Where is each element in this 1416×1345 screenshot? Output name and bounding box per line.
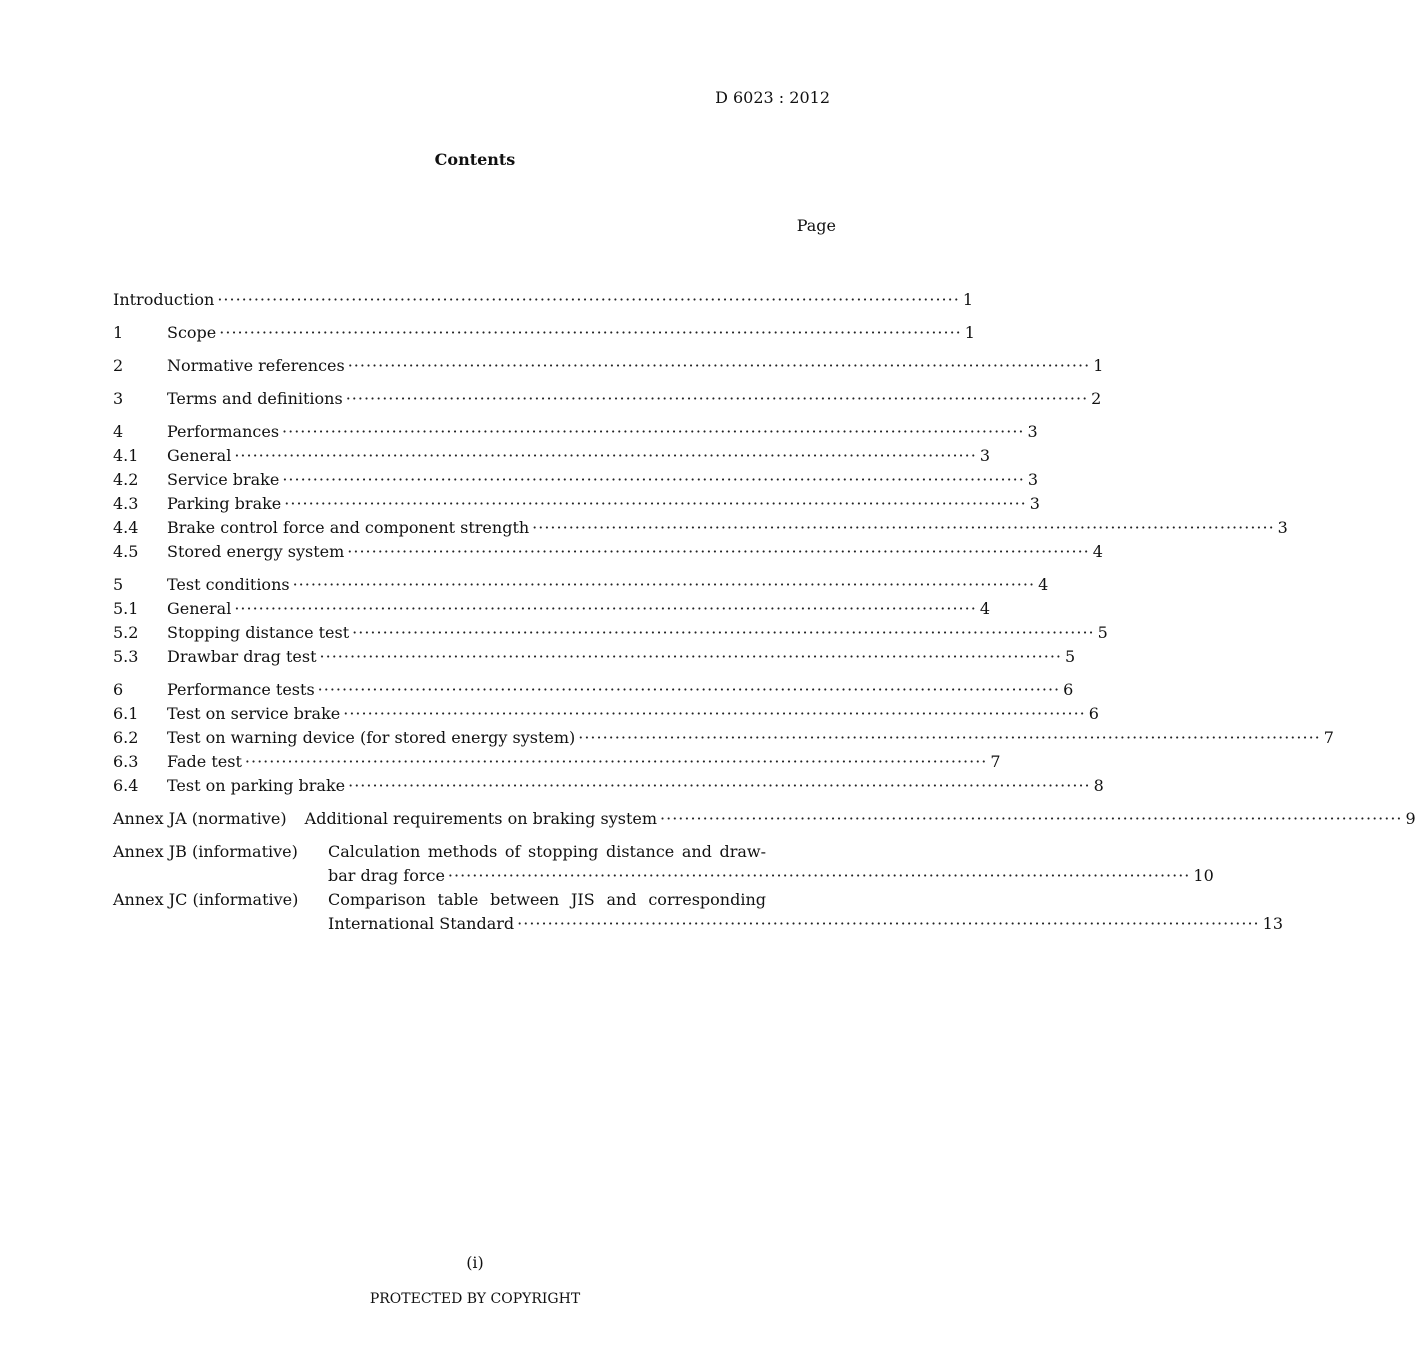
toc-entry-page: 3 <box>979 446 990 465</box>
copyright-notice: PROTECTED BY COPYRIGHT <box>369 1291 581 1307</box>
toc-entry-number: 6.1 <box>113 704 139 723</box>
toc-entry-page: 4 <box>1038 575 1049 594</box>
toc-entry-general[interactable] <box>113 597 990 621</box>
toc-entry-number: 6.4 <box>113 776 139 795</box>
toc-entry-stored-energy-system[interactable] <box>113 540 1103 564</box>
dot-leader: ·························································································································· <box>219 323 962 342</box>
toc-entry-title: Test on parking brake <box>167 776 346 795</box>
toc-entry-title: Performance tests <box>167 680 315 699</box>
toc-entry-number: 4.2 <box>113 470 139 489</box>
toc-entry-number: 4.3 <box>113 494 139 513</box>
toc-entry-number: 4.4 <box>113 518 139 537</box>
toc-entry-scope[interactable] <box>113 321 975 345</box>
annex-title-line-1: Comparison table between JIS and corresponding <box>328 890 766 909</box>
toc-entry-title: Test conditions <box>167 575 290 594</box>
toc-entry-page: 3 <box>1027 422 1038 441</box>
dot-leader: ·························································································································· <box>284 494 1027 513</box>
toc-entry-page: 8 <box>1093 776 1104 795</box>
toc-entry-number: 4.5 <box>113 542 139 561</box>
annex-page: 13 <box>1262 914 1283 933</box>
toc-entry-number: 6 <box>113 680 124 699</box>
toc-entry-general[interactable] <box>113 444 990 468</box>
dot-leader: ·························································································································· <box>244 752 988 771</box>
toc-entry-title: Test on service brake <box>167 704 341 723</box>
annex-title: Additional requirements on braking system <box>304 809 658 828</box>
dot-leader: ·························································································································· <box>352 623 1095 642</box>
toc-entry-test-on-parking-brake[interactable] <box>113 774 1104 798</box>
toc-entry-page: 7 <box>1323 728 1334 747</box>
toc-entry-number: 2 <box>113 356 124 375</box>
toc-entry-number: 6.3 <box>113 752 139 771</box>
toc-entry-number: 1 <box>113 323 124 342</box>
table-of-contents <box>113 288 1416 936</box>
annex-body <box>328 888 1283 936</box>
toc-entry-fade-test[interactable] <box>113 750 1001 774</box>
toc-entry-page: 3 <box>1277 518 1288 537</box>
annex-title-line-2 <box>328 864 1214 888</box>
toc-entry-number: 5 <box>113 575 124 594</box>
toc-entry-page: 3 <box>1027 470 1039 489</box>
toc-entry-normative-references[interactable] <box>113 354 1104 378</box>
toc-entry-number: 5.1 <box>113 599 139 618</box>
dot-leader: ·························································································································· <box>317 680 1061 699</box>
toc-entry-page: 1 <box>964 323 975 342</box>
toc-entry-page: 7 <box>990 752 1001 771</box>
toc-entry-page: 1 <box>1093 356 1104 375</box>
toc-entry-number: 6.2 <box>113 728 139 747</box>
toc-entry-page: 1 <box>962 290 973 309</box>
annex-page: 9 <box>1405 809 1416 828</box>
dot-leader: ·························································································································· <box>343 704 1086 723</box>
dot-leader: ·························································································································· <box>447 866 1191 885</box>
toc-annex-jc[interactable] <box>113 888 1283 936</box>
annex-page: 10 <box>1193 866 1214 885</box>
dot-leader: ·························································································································· <box>292 575 1036 594</box>
toc-entry-title: Normative references <box>167 356 345 375</box>
annex-title: bar drag force <box>328 866 445 885</box>
toc-entry-number: 4.1 <box>113 446 139 465</box>
toc-entry-page: 4 <box>979 599 990 618</box>
toc-entry-drawbar-drag-test[interactable] <box>113 645 1076 669</box>
toc-entry-service-brake[interactable] <box>113 468 1039 492</box>
annex-label: Annex JC (informative) <box>113 890 299 909</box>
toc-entry-page: 5 <box>1097 623 1108 642</box>
dot-leader: ·························································································································· <box>282 422 1025 441</box>
toc-entry-brake-control-force[interactable] <box>113 516 1288 540</box>
toc-entry-test-on-warning-device[interactable] <box>113 726 1334 750</box>
dot-leader: ·························································································································· <box>234 446 977 465</box>
toc-entry-page: 3 <box>1029 494 1040 513</box>
toc-entry-title: Scope <box>167 323 217 342</box>
toc-entry-page: 4 <box>1092 542 1103 561</box>
toc-entry-title: Introduction <box>113 290 215 309</box>
footer-page-number: (i) <box>466 1253 484 1272</box>
toc-entry-page: 6 <box>1088 704 1099 723</box>
dot-leader: ·························································································································· <box>660 809 1403 828</box>
toc-annex-ja[interactable] <box>113 807 1416 831</box>
toc-entry-test-on-service-brake[interactable] <box>113 702 1099 726</box>
toc-entry-page: 2 <box>1091 389 1102 408</box>
toc-entry-page: 5 <box>1065 647 1076 666</box>
dot-leader: ·························································································································· <box>578 728 1321 747</box>
toc-entry-number: 4 <box>113 422 124 441</box>
dot-leader: ·························································································································· <box>347 542 1090 561</box>
dot-leader: ·························································································································· <box>217 290 960 309</box>
toc-entry-title: Performances <box>167 422 280 441</box>
page-column-label: Page <box>796 216 836 235</box>
dot-leader: ·························································································································· <box>347 356 1091 375</box>
toc-entry-title: Terms and definitions <box>167 389 343 408</box>
annex-body <box>328 840 1214 888</box>
toc-entry-page: 6 <box>1063 680 1074 699</box>
annex-label: Annex JA (normative) <box>113 809 287 828</box>
toc-entry-title: Stopping distance test <box>167 623 350 642</box>
toc-entry-number: 5.3 <box>113 647 139 666</box>
annex-title-line-2 <box>328 912 1283 936</box>
toc-entry-title: Brake control force and component strength <box>167 518 530 537</box>
toc-entry-parking-brake[interactable] <box>113 492 1040 516</box>
toc-entry-title: Service brake <box>167 470 280 489</box>
dot-leader: ·························································································································· <box>234 599 977 618</box>
toc-entry-test-conditions[interactable] <box>113 573 1049 597</box>
toc-entry-terms-and-definitions[interactable] <box>113 387 1102 411</box>
dot-leader: ·························································································································· <box>532 518 1275 537</box>
toc-entry-introduction[interactable] <box>113 288 973 312</box>
toc-entry-performances[interactable] <box>113 420 1038 444</box>
toc-entry-title: Test on warning device (for stored energy system) <box>167 728 576 747</box>
document-id: D 6023 : 2012 <box>715 88 830 107</box>
toc-entry-title: Parking brake <box>167 494 282 513</box>
dot-leader: ·························································································································· <box>517 914 1260 933</box>
annex-title: International Standard <box>328 914 515 933</box>
toc-entry-number: 5.2 <box>113 623 139 642</box>
dot-leader: ·························································································································· <box>319 647 1063 666</box>
toc-entry-stopping-distance-test[interactable] <box>113 621 1108 645</box>
toc-entry-title: General <box>167 446 232 465</box>
dot-leader: ·························································································································· <box>348 776 1091 795</box>
contents-title: Contents <box>434 150 516 169</box>
annex-label: Annex JB (informative) <box>113 842 298 861</box>
toc-entry-number: 3 <box>113 389 124 408</box>
toc-entry-title: General <box>167 599 232 618</box>
annex-title-line-1: Calculation methods of stopping distance and draw- <box>328 842 766 861</box>
toc-entry-title: Stored energy system <box>167 542 345 561</box>
dot-leader: ·························································································································· <box>282 470 1025 489</box>
dot-leader: ·························································································································· <box>345 389 1089 408</box>
toc-entry-title: Fade test <box>167 752 242 771</box>
toc-annex-jb[interactable] <box>113 840 1214 888</box>
toc-entry-title: Drawbar drag test <box>167 647 317 666</box>
toc-entry-performance-tests[interactable] <box>113 678 1074 702</box>
